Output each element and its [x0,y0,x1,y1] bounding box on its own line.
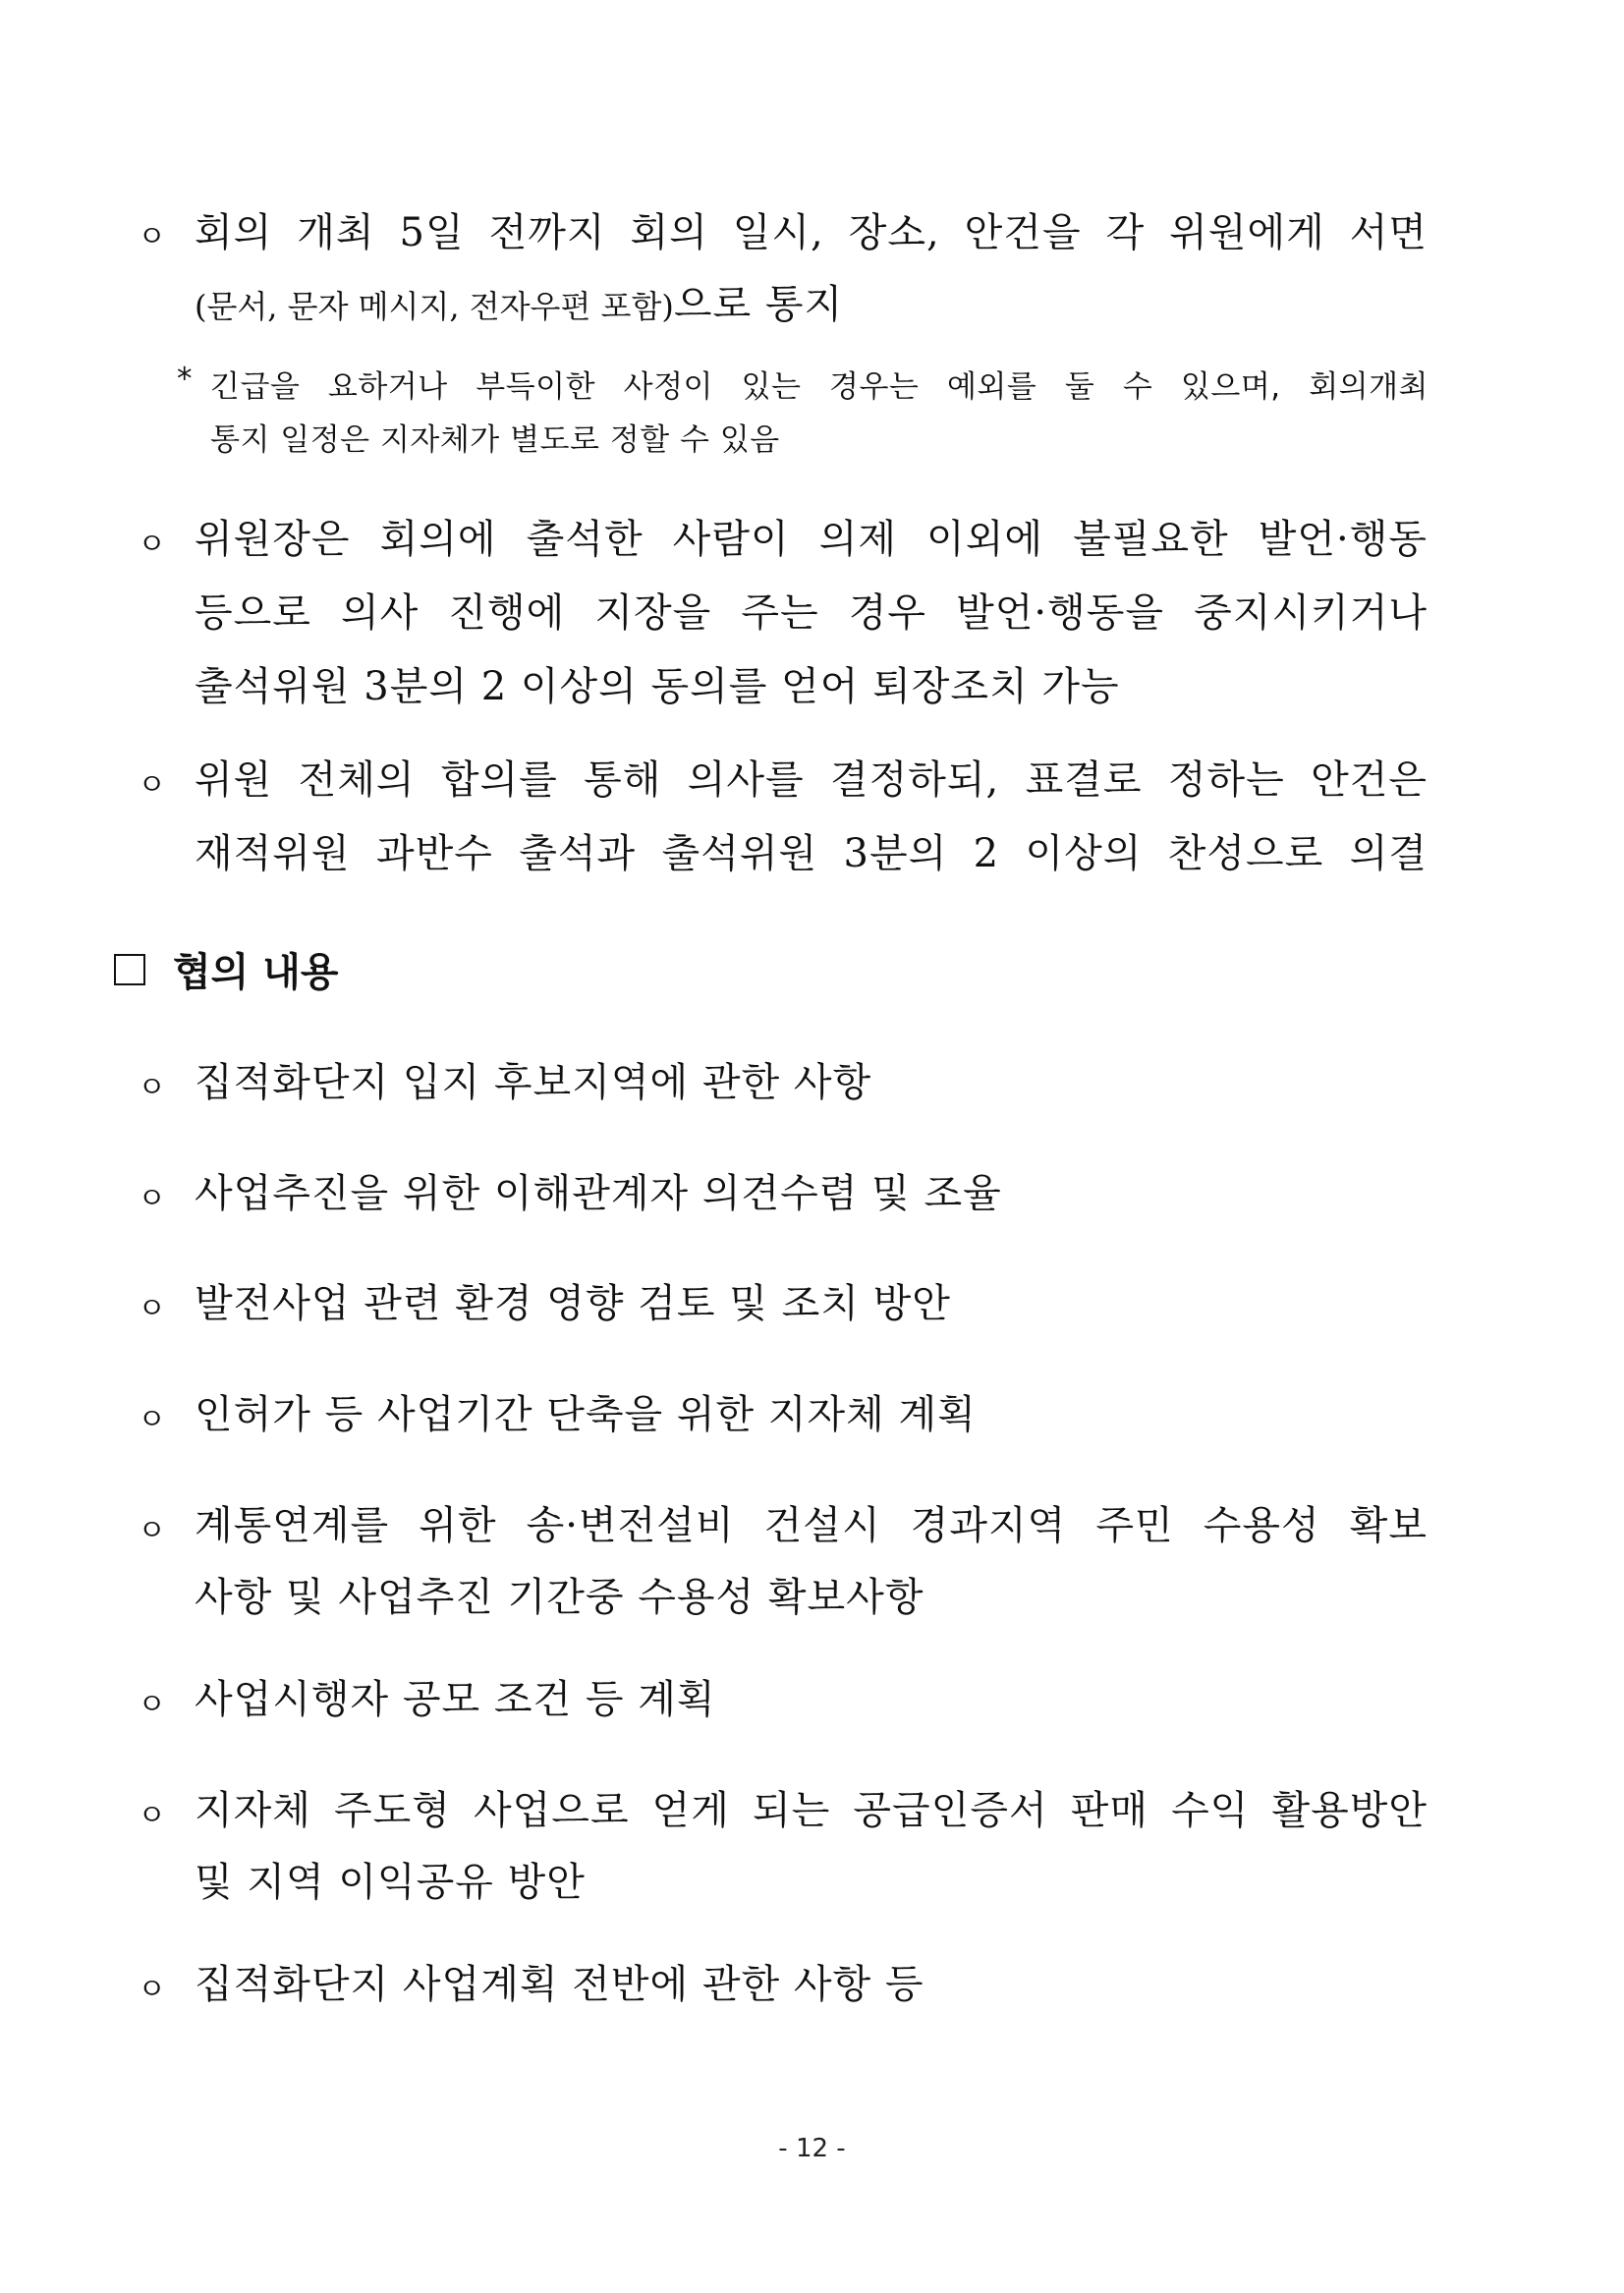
item-text-line: 등으로 의사 진행에 지장을 주는 경우 발언·행동을 중지시키거나 [195,590,1428,636]
note-marker: * [177,362,193,397]
note-text-line: 통지 일정은 지자체가 별도로 정할 수 있음 [210,422,780,458]
bullet-marker: ㅇ [138,1182,166,1216]
item-text-line: 사업시행자 공모 조건 등 계획 [195,1677,716,1722]
bullet-marker: ㅇ [138,1973,166,2007]
item-text-line: 출석위원 3분의 2 이상의 동의를 얻어 퇴장조치 가능 [195,664,1120,709]
item-text-line: 위원 전체의 합의를 통해 의사를 결정하되, 표결로 정하는 안건은 [195,757,1428,803]
item-text-line: 사업추진을 위한 이해관계자 의견수렴 및 조율 [195,1171,1002,1216]
bullet-marker: ㅇ [138,220,166,254]
item-parenthetical: (문서, 문자 메시지, 전자우편 포함) [195,288,674,325]
item-text-line: 발전사업 관련 환경 영향 검토 및 조치 방안 [195,1281,951,1326]
item-text-line: 재적위원 과반수 출석과 출석위원 3분의 2 이상의 찬성으로 의결 [195,831,1428,876]
note-text-line: 긴급을 요하거나 부득이한 사정이 있는 경우는 예외를 둘 수 있으며, 회의개최 [210,369,1428,405]
bullet-marker: ㅇ [138,768,166,803]
item-text-line: 집적화단지 입지 후보지역에 관한 사항 [195,1060,872,1105]
section-heading-text: 협의 내용 [173,950,339,995]
bullet-marker: ㅇ [138,1071,166,1105]
item-text-line: 및 지역 이익공유 방안 [195,1860,586,1905]
item-text-line: 회의 개최 5일 전까지 회의 일시, 장소, 안건을 각 위원에게 서면 [195,210,1428,255]
item-text-line: 계통연계를 위한 송·변전설비 건설시 경과지역 주민 수용성 확보 [195,1503,1428,1548]
item-text-line: 인허가 등 사업기간 단축을 위한 지자체 계획 [195,1392,977,1437]
bullet-marker: ㅇ [138,1688,166,1722]
bullet-marker: ㅇ [138,1799,166,1833]
bullet-marker: ㅇ [138,528,166,562]
item-text-line: 사항 및 사업추진 기간중 수용성 확보사항 [195,1575,924,1620]
item-text-line: 위원장은 회의에 출석한 사람이 의제 이외에 불필요한 발언·행동 [195,517,1428,562]
bullet-marker: ㅇ [138,1292,166,1326]
item-text-line: 지자체 주도형 사업으로 얻게 되는 공급인증서 판매 수익 활용방안 [195,1788,1428,1833]
page-number: - 12 - [778,2134,846,2163]
item-text-tail: 으로 통지 [673,282,844,327]
section-heading [114,941,339,997]
bullet-marker: ㅇ [138,1403,166,1437]
bullet-marker: ㅇ [138,1514,166,1548]
item-text-line: 집적화단지 사업계획 전반에 관한 사항 등 [195,1962,924,2007]
checkbox-icon [114,954,145,985]
